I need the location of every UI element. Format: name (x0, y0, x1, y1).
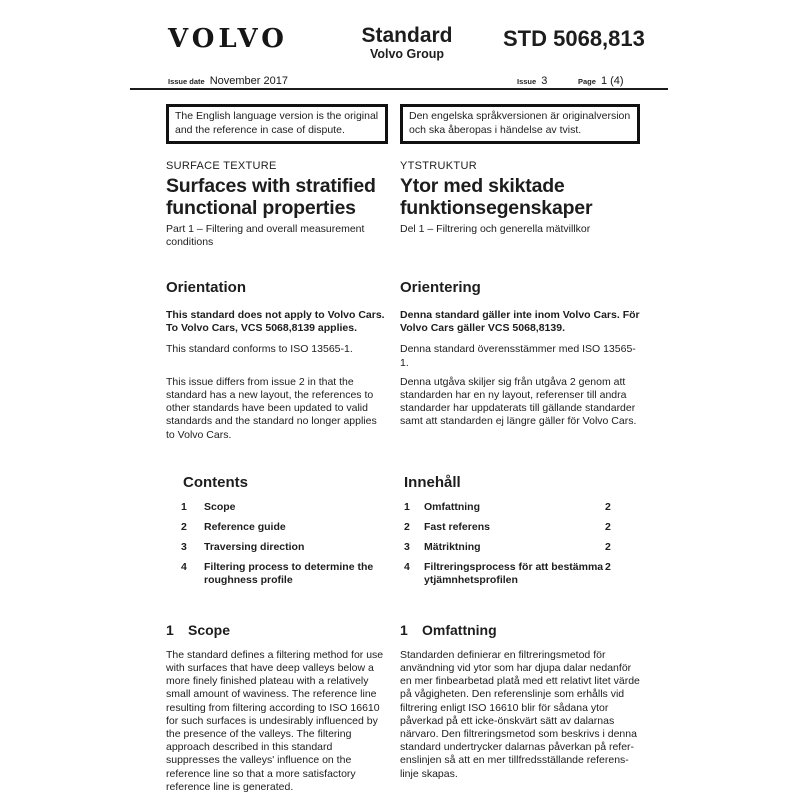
toc-item (166, 501, 388, 514)
issue-value: 3 (541, 75, 548, 87)
page-label: Page (578, 77, 596, 86)
document-subtitle-en: Part 1 – Filtering and overall measurement conditions (166, 223, 365, 248)
toc-item (166, 541, 388, 554)
document-title-sv: Ytor med skiktade funktionsegenskaper (400, 175, 593, 219)
toc-item (400, 561, 640, 587)
orientation-p2-sv: Denna standard överensstämmer med ISO 13565-1. (400, 343, 636, 369)
toc-item-label: Traversing direction (204, 540, 305, 553)
toc-item-label: Reference guide (204, 520, 286, 533)
toc-item-num: 3 (181, 540, 187, 553)
orientation-heading-sv: Orientering (400, 279, 481, 296)
contents-heading-sv: Innehåll (404, 473, 461, 491)
category-en: SURFACE TEXTURE (166, 160, 277, 172)
orientation-heading-row (166, 279, 800, 296)
toc-item-label: Filtering process to determine the roughness profile (204, 560, 374, 586)
toc-item-page: 2 (605, 560, 611, 573)
section1-heading-row (166, 622, 800, 638)
toc-item-label: Omfattning (424, 500, 480, 513)
toc-item-num: 2 (404, 520, 410, 533)
contents-list-row (166, 501, 800, 594)
toc-item (166, 561, 388, 587)
section1-body-en: The standard defines a filtering method for use with surfaces that have deep valleys below a more finely finished plateau with a relatively small amount of waviness. The reference line resulting from filtering according to ISO 16610 for such surfaces is undesirably influenced by the presence of the valleys. The filtering approach described in this standard suppresses the valleys' influence on the reference line so that a more satisfactory reference line is generated. (166, 648, 384, 793)
orientation-p3-sv: Denna utgåva skiljer sig från utgåva 2 genom att standarden har en ny layout, referenser till andra standarder har uppdaterats till gällande standarder samt att standarden ej längre gäller för Volvo Cars. (400, 375, 637, 428)
toc-item (400, 541, 640, 554)
notice-box-swedish: Den engelska språkversionen är originalversion och ska åberopas i händelse av tvist. (400, 104, 640, 144)
volvo-logo: VOLVO (168, 24, 288, 54)
doc-type: Standard (361, 24, 453, 47)
doc-type-block (348, 25, 466, 61)
contents-list-en (166, 501, 388, 594)
issue-date-value: November 2017 (209, 75, 288, 87)
header-divider (130, 88, 668, 90)
contents-heading-row (166, 474, 800, 491)
toc-item (400, 501, 640, 514)
issue-date-label: Issue date (168, 77, 205, 86)
notice-row (166, 104, 800, 144)
contents-list-sv (400, 501, 640, 594)
orientation-p1-sv: Denna standard gäller inte inom Volvo Cars. För Volvo Cars gäller VCS 5068,8139. (400, 309, 640, 335)
org-name: Volvo Group (369, 47, 445, 61)
toc-item-page: 2 (605, 520, 611, 533)
section1-num-sv: 1 (400, 621, 408, 638)
document-subtitle-sv: Del 1 – Filtrering och generella mätvillkor (400, 223, 591, 235)
contents-heading-en: Contents (183, 473, 248, 491)
toc-item-label: Filtreringsprocess för att bestämma ytjämnhetsprofilen (424, 560, 604, 586)
toc-item-label: Fast referens (424, 520, 490, 533)
toc-item-num: 1 (404, 500, 410, 513)
toc-item-num: 3 (404, 540, 410, 553)
toc-item-label: Scope (204, 500, 236, 513)
toc-item (400, 521, 640, 534)
orientation-p2-row (166, 343, 800, 369)
toc-item-num: 1 (181, 500, 187, 513)
toc-item-page: 2 (605, 540, 611, 553)
document-header (0, 0, 800, 91)
category-row (166, 160, 800, 172)
page-number (578, 75, 624, 88)
orientation-p2-en: This standard conforms to ISO 13565-1. (166, 343, 353, 356)
toc-item-label: Mätriktning (424, 540, 481, 553)
notice-box-english: The English language version is the original and the reference in case of dispute. (166, 104, 388, 144)
toc-item-num: 4 (404, 560, 410, 573)
section1-num-en: 1 (166, 621, 174, 638)
section1-heading-sv (400, 622, 640, 638)
orientation-p3-en: This issue differs from issue 2 in that the standard has a new layout, the references to other standards have been updated to valid standards and the standard no longer applies to Volvo Cars. (166, 375, 377, 441)
toc-item-num: 2 (181, 520, 187, 533)
toc-item-num: 4 (181, 560, 187, 573)
section1-body-sv: Standarden definierar en filtreringsmetod för användning vid ytor som har djupa dalar nedanför en mer finbearbetad platå med ett relativt litet värde på vågigheten. Den referenslinje som erhålls vid filtrering enligt ISO 16610 blir för sådana ytor påverkad på ett icke-önskvärt sätt av dalarnas närvaro. Den filtreringsmetod som beskrivs i denna standard undertrycker dalarnas påverkan på referenslinjen så att en mer tillfredsställande referenslinje skapas. (400, 648, 640, 780)
issue-label: Issue (517, 77, 537, 86)
title-row (166, 176, 800, 219)
section1-heading-en (166, 622, 388, 638)
section1-title-sv: Omfattning (422, 621, 497, 638)
orientation-p3-row (166, 376, 800, 442)
toc-item-page: 2 (605, 500, 611, 513)
subtitle-row (166, 223, 800, 249)
document-title-en: Surfaces with stratified functional properties (166, 175, 376, 219)
orientation-p1-en: This standard does not apply to Volvo Cars. To Volvo Cars, VCS 5068,8139 applies. (166, 309, 385, 335)
page-value: 1 (4) (600, 75, 624, 87)
category-sv: YTSTRUKTUR (400, 160, 477, 172)
orientation-heading-en: Orientation (166, 279, 247, 296)
toc-item (166, 521, 388, 534)
issue-number (517, 75, 547, 88)
standard-number: STD 5068,813 (503, 26, 645, 51)
orientation-p1-row (166, 309, 800, 335)
section1-body-row (166, 649, 800, 794)
issue-date (168, 75, 288, 88)
section1-title-en: Scope (188, 621, 231, 638)
